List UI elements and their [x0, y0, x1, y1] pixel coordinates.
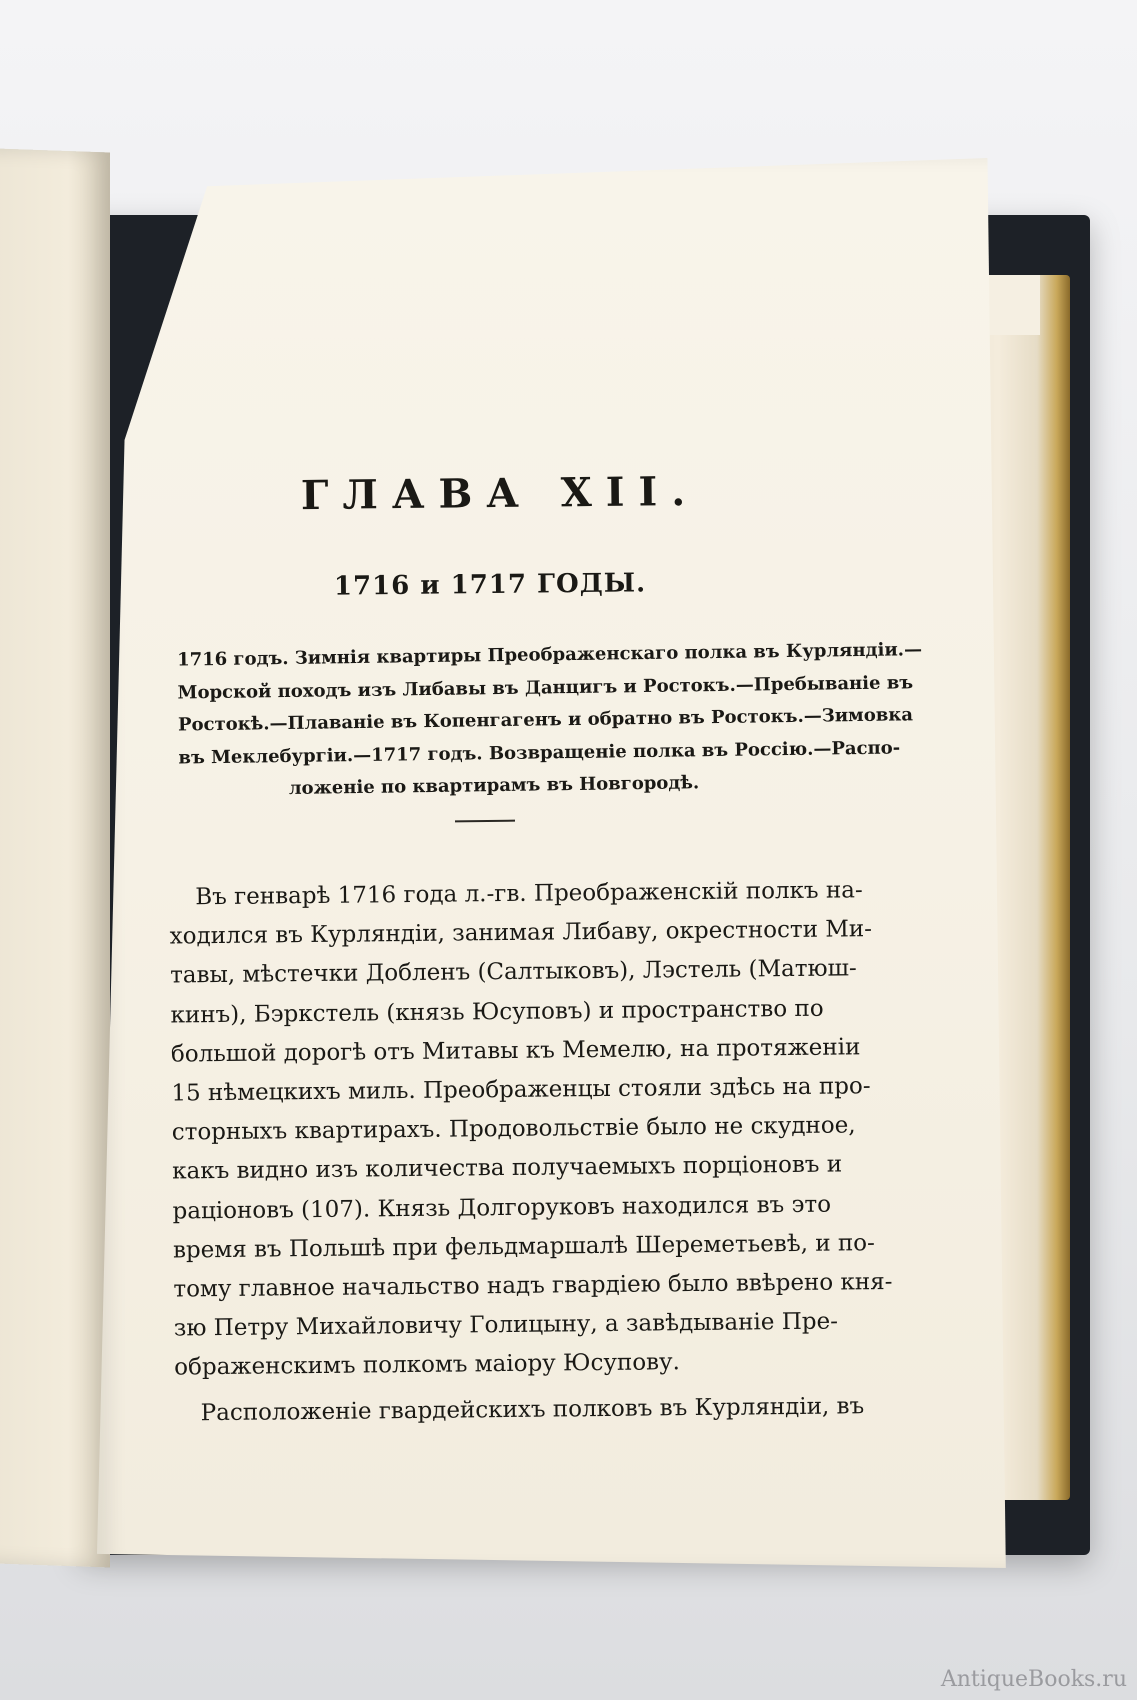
body-line: ходился въ Курляндіи, занимая Либаву, окрестности Ми- — [169, 916, 873, 950]
body-line: Въ генварѣ 1716 года л.-гв. Преображенскій полкъ на- — [195, 877, 863, 911]
summary-line: Морской походъ изъ Либавы въ Данцигъ и Ростокъ.—Пребываніе въ — [177, 671, 914, 704]
body-line: Расположеніе гвардейскихъ полковъ въ Курляндіи, въ — [200, 1392, 865, 1426]
body-line: какъ видно изъ количества получаемыхъ порціоновъ и — [172, 1151, 843, 1185]
body-line: тому главное начальство надъ гвардіею было ввѣрено кня- — [173, 1269, 893, 1303]
body-line: кинъ), Бэркстель (князь Юсуповъ) и пространство по — [170, 995, 824, 1029]
body-text — [169, 872, 893, 1434]
summary-line: 1716 годъ. Зимнія квартиры Преображенскаго полка въ Курляндіи.— — [176, 639, 923, 671]
body-line: раціоновъ (107). Князь Долгоруковъ находился въ это — [172, 1191, 832, 1225]
years-heading: 1716 и 1717 ГОДЫ. — [333, 568, 647, 602]
body-line: сторныхъ квартирахъ. Продовольствіе было не скудное, — [171, 1112, 856, 1146]
body-line: большой дорогѣ отъ Митавы къ Мемелю, на протяженіи — [170, 1034, 861, 1068]
body-line: 15 нѣмецкихъ миль. Преображенцы стояли здѣсь на про- — [171, 1073, 871, 1107]
body-line: ображенскимъ полкомъ маіору Юсупову. — [174, 1349, 681, 1381]
summary-line: ложеніе по квартирамъ въ Новгородѣ. — [288, 772, 700, 799]
summary-line: Ростокѣ.—Плаваніе въ Копенгагенъ и обратно въ Ростокъ.—Зимовка — [177, 704, 914, 736]
summary-line: въ Меклебургіи.—1717 годъ. Возвращеніе полка въ Россію.—Распо- — [178, 736, 901, 769]
body-line: зю Петру Михайловичу Голицыну, а завѣдываніе Пре- — [173, 1308, 839, 1342]
body-line: тавы, мѣстечки Добленъ (Салтыковъ), Лэстель (Матюш- — [169, 955, 857, 989]
left-page — [0, 148, 110, 1568]
watermark: AntiqueBooks.ru — [940, 1667, 1127, 1692]
body-line: время въ Польшѣ при фельдмаршалѣ Шереметьевѣ, и по- — [172, 1229, 875, 1264]
chapter-summary — [176, 635, 923, 807]
chapter-title: ГЛАВА XII. — [300, 467, 700, 520]
